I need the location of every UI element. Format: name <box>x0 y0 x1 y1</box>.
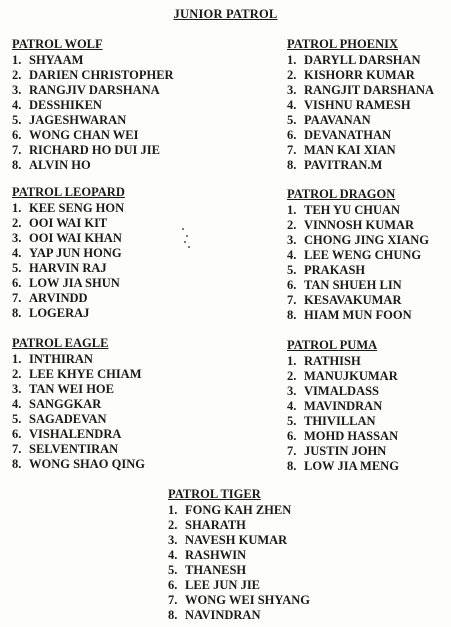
member-name: LOW JIA MENG <box>304 459 399 473</box>
list-item: 5. HARVIN RAJ <box>12 261 107 275</box>
patrol-heading: PATROL TIGER <box>168 487 261 501</box>
member-name: LOW JIA SHUN <box>29 276 120 290</box>
list-item: 2. KISHORR KUMAR <box>287 68 415 82</box>
patrol-phoenix <box>287 37 434 173</box>
member-name: CHONG JING XIANG <box>304 233 430 247</box>
member-name: LEE JUN JIE <box>185 578 261 592</box>
list-item: 7. JUSTIN JOHN <box>287 444 387 458</box>
member-name: THIVILLAN <box>304 414 376 428</box>
member-name: OOI WAI KIT <box>29 216 108 230</box>
list-item: 8. LOW JIA MENG <box>287 459 399 473</box>
list-item: 7. RICHARD HO DUI JIE <box>12 143 160 157</box>
list-item: 6. VISHALENDRA <box>12 427 122 441</box>
patrol-heading: PATROL PHOENIX <box>287 37 399 51</box>
list-item: 1. INTHIRAN <box>12 352 93 366</box>
list-item: 3. VIMALDASS <box>287 384 380 398</box>
member-name: VISHALENDRA <box>29 427 122 441</box>
member-name: DARIEN CHRISTOPHER <box>29 68 174 82</box>
list-item: 8. PAVITRAN.M <box>287 158 383 172</box>
member-name: DEVANATHAN <box>304 128 392 142</box>
member-name: PRAKASH <box>304 263 366 277</box>
member-name: LOGERAJ <box>29 306 90 320</box>
member-name: TAN WEI HOE <box>29 382 114 396</box>
member-name: HARVIN RAJ <box>29 261 107 275</box>
list-item: 4. DESSHIKEN <box>12 98 102 112</box>
patrol-heading: PATROL PUMA <box>287 338 378 352</box>
member-name: RANGJIT DARSHANA <box>304 83 434 97</box>
member-list <box>287 203 429 323</box>
list-item: 8. WONG SHAO QING <box>12 457 145 471</box>
member-name: PAVITRAN.M <box>304 158 383 172</box>
member-name: NAVESH KUMAR <box>185 533 288 547</box>
list-item: 1. SHYAAM <box>12 53 84 67</box>
member-name: WONG CHAN WEI <box>29 128 139 142</box>
list-item: 5. THANESH <box>168 563 247 577</box>
member-name: PAAVANAN <box>304 113 371 127</box>
list-item: 7. SELVENTIRAN <box>12 442 119 456</box>
list-item: 5. THIVILLAN <box>287 414 376 428</box>
member-list <box>168 503 310 623</box>
list-item: 6. DEVANATHAN <box>287 128 392 142</box>
list-item: 3. RANGJIT DARSHANA <box>287 83 434 97</box>
list-item: 3. OOI WAI KHAN <box>12 231 122 245</box>
patrol-heading: PATROL LEOPARD <box>12 185 125 199</box>
member-name: MAN KAI XIAN <box>304 143 396 157</box>
member-name: SHYAAM <box>29 53 84 67</box>
member-name: SAGADEVAN <box>29 412 107 426</box>
scan-speck <box>182 228 184 230</box>
member-name: DESSHIKEN <box>29 98 102 112</box>
member-name: ARVINDD <box>29 291 88 305</box>
member-list <box>287 354 399 474</box>
member-name: ALVIN HO <box>29 158 91 172</box>
list-item: 6. LOW JIA SHUN <box>12 276 120 290</box>
member-name: JAGESHWARAN <box>29 113 127 127</box>
list-item: 8. LOGERAJ <box>12 306 90 320</box>
member-name: SANGGKAR <box>29 397 102 411</box>
list-item: 2. SHARATH <box>168 518 246 532</box>
member-name: RANGJIV DARSHANA <box>29 83 160 97</box>
member-name: MANUJKUMAR <box>304 369 398 383</box>
list-item: 4. VISHNU RAMESH <box>287 98 411 112</box>
patrol-wolf <box>12 37 174 173</box>
list-item: 1. TEH YU CHUAN <box>287 203 401 217</box>
member-name: MOHD HASSAN <box>304 429 399 443</box>
list-item: 3. CHONG JING XIANG <box>287 233 430 247</box>
list-item: 3. NAVESH KUMAR <box>168 533 288 547</box>
list-item: 2. LEE KHYE CHIAM <box>12 367 142 381</box>
list-item: 1. FONG KAH ZHEN <box>168 503 292 517</box>
member-list <box>12 201 125 321</box>
list-item: 6. WONG CHAN WEI <box>12 128 139 142</box>
list-item: 8. HIAM MUN FOON <box>287 308 412 322</box>
list-item: 2. OOI WAI KIT <box>12 216 108 230</box>
list-item: 5. PRAKASH <box>287 263 366 277</box>
member-list <box>12 53 174 173</box>
list-item: 3. TAN WEI HOE <box>12 382 114 396</box>
member-name: LEE KHYE CHIAM <box>29 367 142 381</box>
patrol-heading: PATROL EAGLE <box>12 336 109 350</box>
member-name: DARYLL DARSHAN <box>304 53 421 67</box>
patrol-puma <box>287 338 399 474</box>
list-item: 6. TAN SHUEH LIN <box>287 278 402 292</box>
member-name: SELVENTIRAN <box>29 442 119 456</box>
patrol-leopard <box>12 185 125 321</box>
scan-speck <box>184 241 186 243</box>
list-item: 5. SAGADEVAN <box>12 412 107 426</box>
member-name: THANESH <box>185 563 247 577</box>
member-name: INTHIRAN <box>29 352 93 366</box>
member-name: OOI WAI KHAN <box>29 231 122 245</box>
member-name: KEE SENG HON <box>29 201 125 215</box>
member-name: RATHISH <box>304 354 361 368</box>
list-item: 4. SANGGKAR <box>12 397 102 411</box>
list-item: 8. NAVINDRAN <box>168 608 261 622</box>
list-item: 7. WONG WEI SHYANG <box>168 593 311 607</box>
list-item: 6. LEE JUN JIE <box>168 578 261 592</box>
member-name: RICHARD HO DUI JIE <box>29 143 160 157</box>
member-name: SHARATH <box>185 518 246 532</box>
scan-speck <box>186 235 188 237</box>
member-name: TEH YU CHUAN <box>304 203 401 217</box>
scan-speck <box>188 246 190 248</box>
list-item: 1. KEE SENG HON <box>12 201 125 215</box>
page-title: JUNIOR PATROL <box>173 7 278 21</box>
patrol-dragon <box>287 187 429 323</box>
patrol-heading: PATROL DRAGON <box>287 187 396 201</box>
member-name: VISHNU RAMESH <box>304 98 411 112</box>
scan-speck-marks <box>180 226 194 250</box>
member-name: KESAVAKUMAR <box>304 293 402 307</box>
member-name: TAN SHUEH LIN <box>304 278 402 292</box>
member-name: YAP JUN HONG <box>29 246 122 260</box>
member-name: NAVINDRAN <box>185 608 261 622</box>
member-list <box>287 53 434 173</box>
member-name: JUSTIN JOHN <box>304 444 387 458</box>
list-item: 7. ARVINDD <box>12 291 88 305</box>
list-item: 4. MAVINDRAN <box>287 399 383 413</box>
list-item: 7. MAN KAI XIAN <box>287 143 396 157</box>
list-item: 2. DARIEN CHRISTOPHER <box>12 68 174 82</box>
list-item: 1. DARYLL DARSHAN <box>287 53 421 67</box>
list-item: 3. RANGJIV DARSHANA <box>12 83 160 97</box>
list-item: 7. KESAVAKUMAR <box>287 293 402 307</box>
list-item: 4. YAP JUN HONG <box>12 246 122 260</box>
member-name: WONG SHAO QING <box>29 457 145 471</box>
member-name: LEE WENG CHUNG <box>304 248 422 262</box>
member-name: FONG KAH ZHEN <box>185 503 292 517</box>
member-name: VIMALDASS <box>304 384 380 398</box>
patrol-heading: PATROL WOLF <box>12 37 103 51</box>
member-name: VINNOSH KUMAR <box>304 218 415 232</box>
list-item: 2. VINNOSH KUMAR <box>287 218 415 232</box>
list-item: 2. MANUJKUMAR <box>287 369 398 383</box>
member-name: MAVINDRAN <box>304 399 383 413</box>
list-item: 8. ALVIN HO <box>12 158 91 172</box>
member-name: RASHWIN <box>185 548 247 562</box>
list-item: 5. JAGESHWARAN <box>12 113 127 127</box>
list-item: 5. PAAVANAN <box>287 113 371 127</box>
member-name: KISHORR KUMAR <box>304 68 415 82</box>
member-list <box>12 352 145 472</box>
list-item: 4. LEE WENG CHUNG <box>287 248 422 262</box>
patrol-eagle <box>12 336 145 472</box>
member-name: WONG WEI SHYANG <box>185 593 311 607</box>
member-name: HIAM MUN FOON <box>304 308 412 322</box>
list-item: 1. RATHISH <box>287 354 361 368</box>
patrol-tiger <box>168 487 310 623</box>
list-item: 4. RASHWIN <box>168 548 247 562</box>
list-item: 6. MOHD HASSAN <box>287 429 399 443</box>
